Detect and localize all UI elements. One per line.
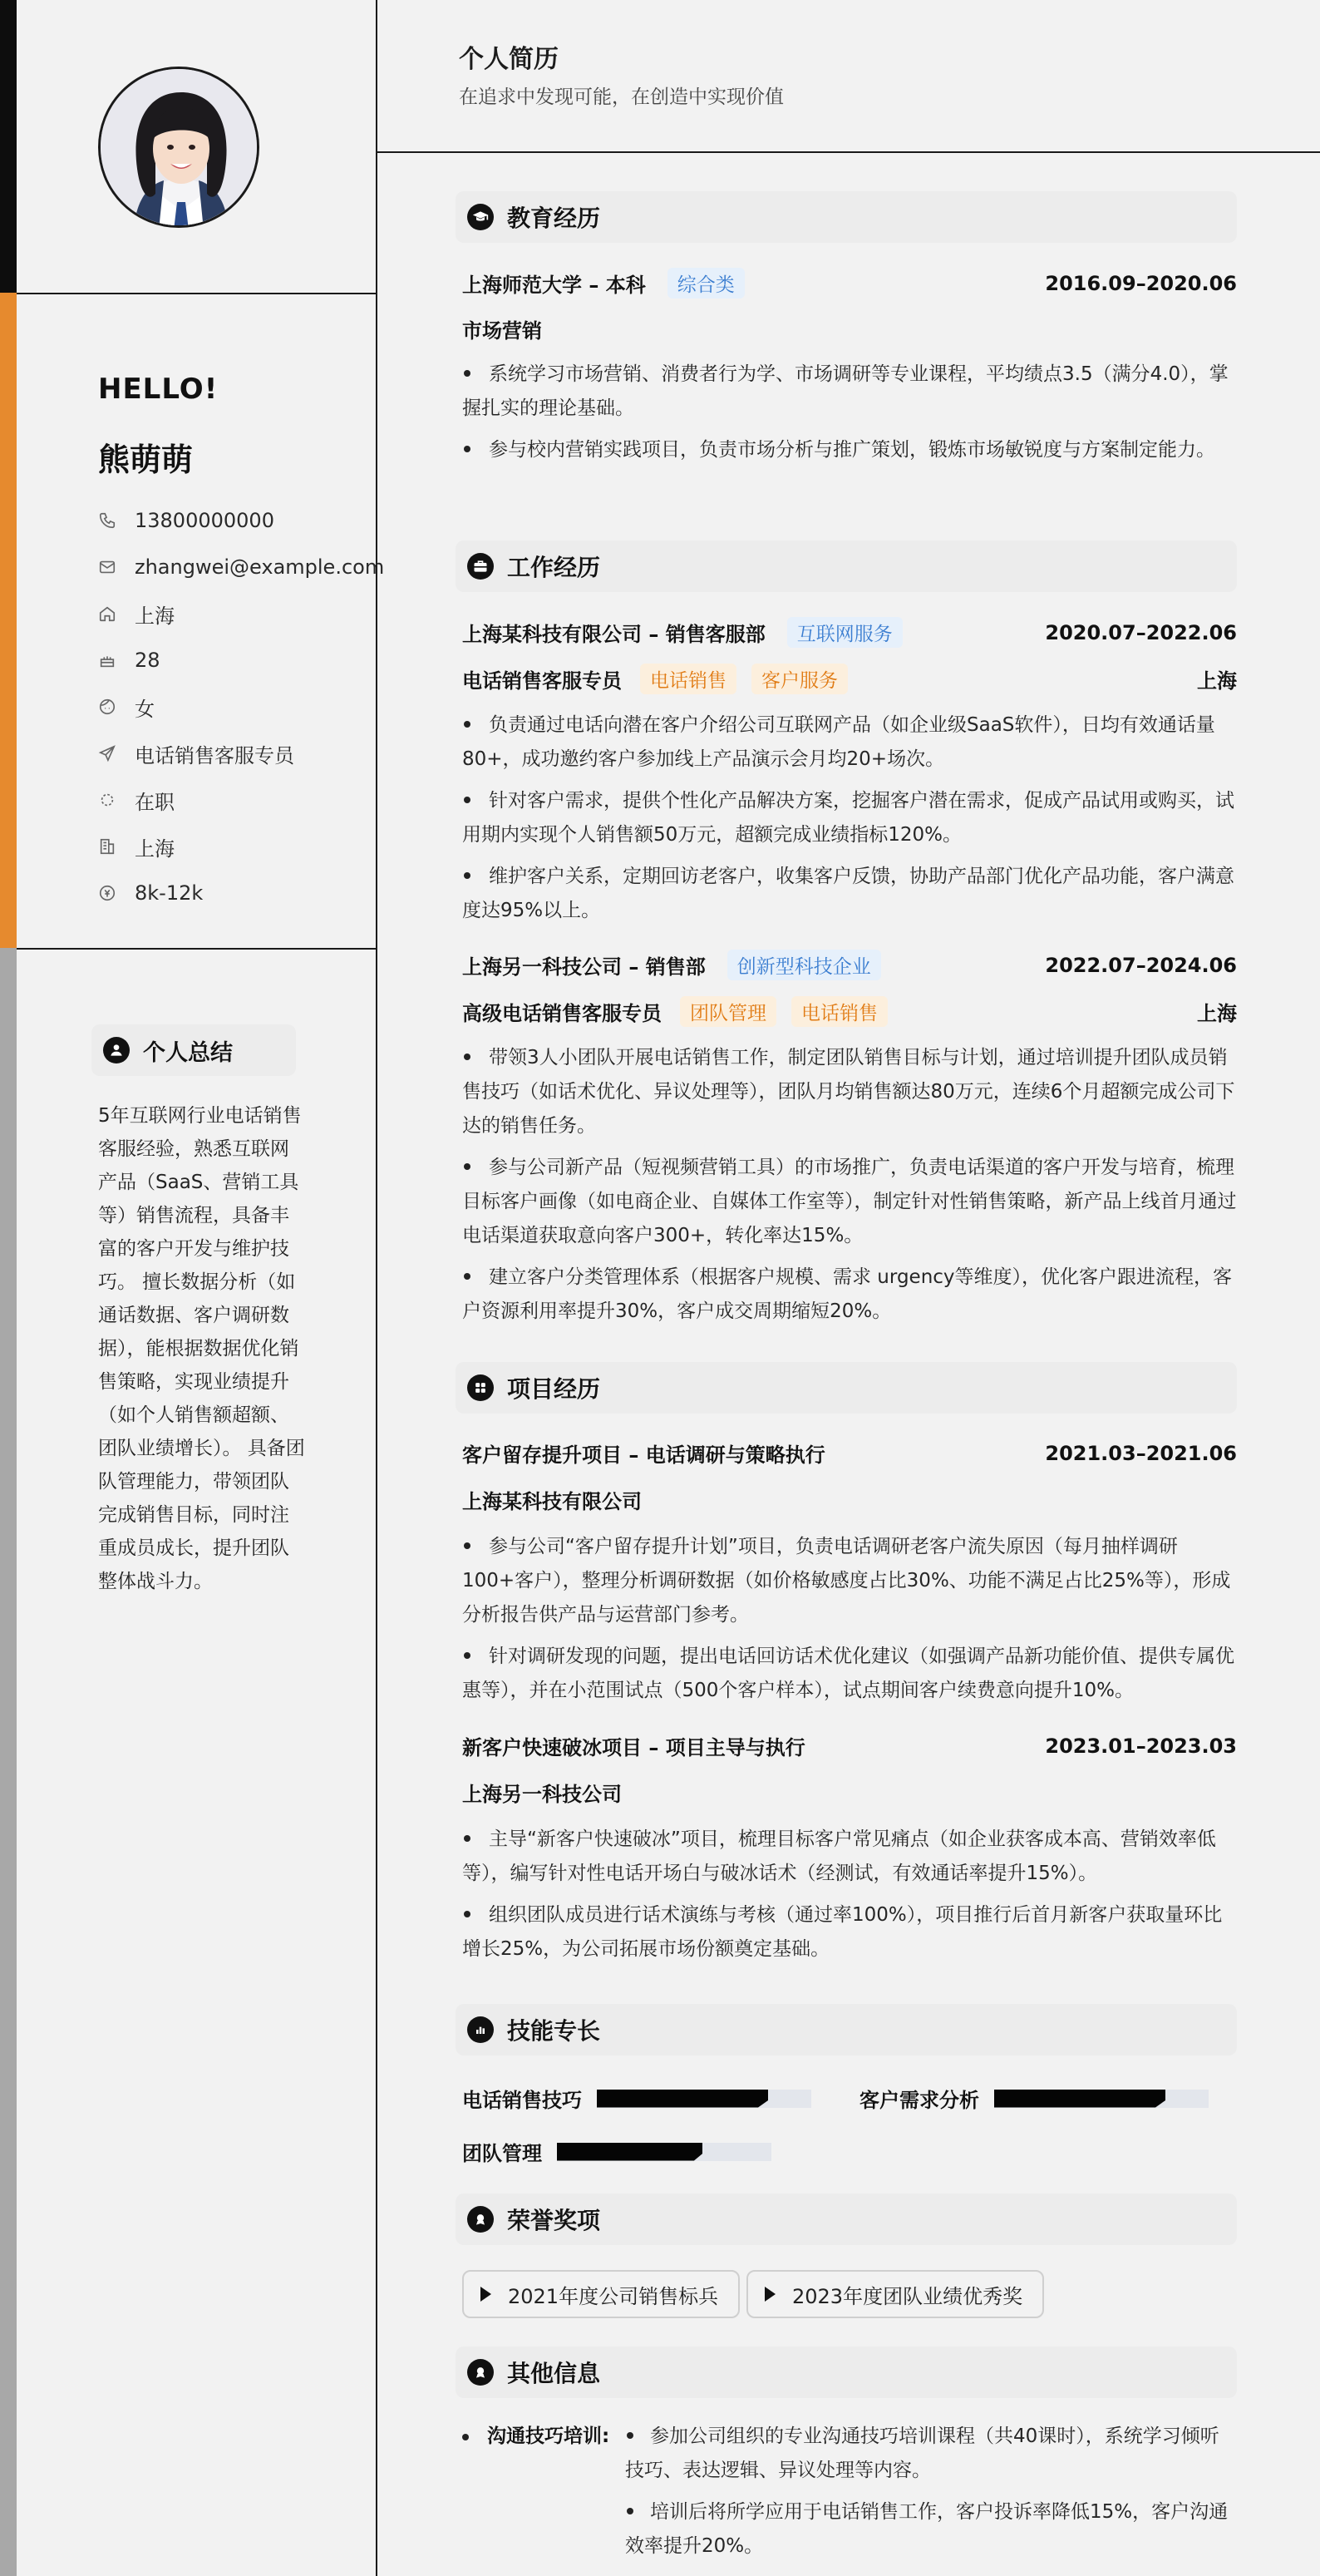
building-icon: [98, 837, 116, 856]
skill-level-fill: [557, 2143, 702, 2161]
award-item: 2023年度团队业绩优秀奖: [746, 2270, 1044, 2318]
phone-icon: [98, 511, 116, 530]
skill-item: [462, 2137, 771, 2166]
accent-strip-black: [0, 0, 17, 293]
hello-heading: HELLO!: [98, 373, 219, 406]
info-location: [98, 590, 384, 637]
job-1-skill-tag: 电话销售: [640, 664, 736, 694]
education-header-row: [462, 268, 1237, 299]
project-1-bullets: [462, 1530, 1237, 1715]
bar-chart-icon: [467, 2016, 494, 2043]
job-2-skill-tag: 团队管理: [680, 996, 776, 1027]
awards-section-title: [456, 2194, 1237, 2245]
job-1-skill-tag: 客户服务: [751, 664, 848, 694]
list-item: 建立客户分类管理体系（根据客户规模、需求 urgency等维度），优化客户跟进流程，客户资源利用率提升30%，客户成交周期缩短20%。: [462, 1266, 1233, 1322]
work-title: 工作经历: [507, 554, 601, 581]
info-phone: [98, 497, 384, 544]
sidebar-divider: [17, 948, 377, 950]
other-bullets: [625, 2420, 1237, 2571]
salary-icon: [98, 884, 116, 902]
skill-level-bar: [557, 2143, 771, 2161]
project-1-company: 上海某科技有限公司: [462, 1490, 642, 1513]
skill-level-bar: [597, 2090, 811, 2108]
education-date: 2016.09–2020.06: [1045, 271, 1237, 295]
profile-name: 熊萌萌: [98, 442, 194, 478]
info-city-value: 上海: [135, 836, 175, 861]
projects-title: 项目经历: [507, 1375, 601, 1403]
avatar-portrait: [101, 69, 259, 228]
contact-info-list: [98, 497, 384, 916]
skill-name: 团队管理: [462, 2142, 542, 2165]
job-1-bullets: [462, 708, 1237, 935]
list-item: 参加公司组织的专业沟通技巧培训课程（共40课时），系统学习倾听技巧、表达逻辑、异议处理等内容。: [625, 2425, 1219, 2481]
home-icon: [98, 605, 116, 623]
info-salary-value: 8k-12k: [135, 881, 204, 905]
project-2-company-row: [462, 1778, 1237, 1807]
projects-section-title: [456, 1362, 1237, 1414]
education-major-row: [462, 314, 1237, 343]
education-title: 教育经历: [507, 205, 601, 232]
work-section-title: [456, 540, 1237, 592]
header-divider: [377, 151, 1320, 153]
info-email-value: zhangwei@example.com: [135, 555, 385, 579]
project-2-bullets: [462, 1823, 1237, 1974]
list-item: 参与公司新产品（短视频营销工具）的市场推广，负责电话渠道的客户开发与培育，梳理目标客户画像（如电商企业、自媒体工作室等），制定针对性销售策略，新产品上线首月通过电话渠道获取意向客户300+，转化率达15%。: [462, 1157, 1237, 1246]
skill-item: [859, 2084, 1209, 2113]
avatar: [98, 67, 259, 228]
job-2-bullets: [462, 1041, 1237, 1336]
cake-icon: [98, 651, 116, 669]
project-1-header: [462, 1439, 1237, 1468]
sidebar-divider: [17, 293, 377, 294]
summary-title: 个人总结: [143, 1039, 233, 1066]
skills-section-title: [456, 2004, 1237, 2055]
job-2-date: 2022.07–2024.06: [1045, 953, 1237, 977]
job-1-role: 电话销售客服专员: [462, 669, 622, 693]
play-icon: [765, 2287, 776, 2302]
info-salary: [98, 870, 384, 916]
list-item: 维护客户关系，定期回访老客户，收集客户反馈，协助产品部门优化产品功能，客户满意度达95%以上。: [462, 866, 1234, 921]
project-2-company: 上海另一科技公司: [462, 1783, 622, 1806]
list-item: 主导“新客户快速破冰”项目，梳理目标客户常见痛点（如企业获客成本高、营销效率低等），编写针对性电话开场白与破冰话术（经测试，有效通话率提升15%）。: [462, 1828, 1216, 1884]
graduation-cap-icon: [467, 204, 494, 230]
summary-text: 5年互联网行业电话销售客服经验，熟悉互联网产品（SaaS、营销工具等）销售流程，具备丰富的客户开发与维护技巧。 擅长数据分析（如通话数据、客户调研数据），能根据数据优化销售策略，实现业绩提升（如个人销售额超额、团队业绩增长）。 具备团队管理能力，带领团队完成销售目标，同时注重成员成长，提升团队整体战斗力。: [98, 1105, 305, 1592]
list-item: 负责通过电话向潜在客户介绍公司互联网产品（如企业级SaaS软件），日均有效通话量80+，成功邀约客户参加线上产品演示会月均20+场次。: [462, 714, 1215, 770]
project-1-company-row: [462, 1485, 1237, 1514]
education-major: 市场营销: [462, 319, 542, 343]
briefcase-icon: [467, 553, 494, 580]
job-1-tag: 互联网服务: [787, 617, 903, 648]
list-item: 针对客户需求，提供个性化产品解决方案，挖掘客户潜在需求，促成产品试用或购买，试用期内实现个人销售额50万元，超额完成业绩指标120%。: [462, 790, 1234, 846]
job-1-city: 上海: [1197, 669, 1237, 693]
list-item: 参与公司“客户留存提升计划”项目，负责电话调研老客户流失原因（每月抽样调研100+客户），整理分析调研数据（如价格敏感度占比30%、功能不满足占比25%等），形成分析报告供产品与运营部门参考。: [462, 1536, 1231, 1626]
info-position: [98, 730, 384, 777]
send-icon: [98, 744, 116, 762]
job-2-skill-tag: 电话销售: [791, 996, 888, 1027]
project-2-name: 新客户快速破冰项目 – 项目主导与执行: [462, 1736, 805, 1759]
award-icon: [467, 2206, 494, 2233]
list-item: 参与校内营销实践项目，负责市场分析与推广策划，锻炼市场敏锐度与方案制定能力。: [462, 433, 1237, 467]
skill-level-fill: [994, 2090, 1165, 2108]
other-title: 其他信息: [507, 2360, 601, 2387]
list-item: 带领3人小团队开展电话销售工作，制定团队销售目标与计划，通过培训提升团队成员销售技巧（如话术优化、异议处理等），团队月均销售额达80万元，连续6个月超额完成公司下达的销售任务。: [462, 1047, 1235, 1137]
info-age-value: 28: [135, 649, 160, 672]
job-1-header: [462, 617, 1237, 648]
page-title: 个人简历: [459, 45, 559, 74]
education-bullets: [462, 358, 1237, 475]
job-2-header: [462, 950, 1237, 980]
accent-strip-orange: [0, 293, 17, 948]
project-1-date: 2021.03–2021.06: [1045, 1441, 1237, 1465]
job-1-role-row: [462, 664, 1237, 694]
other-key: 沟通技巧培训:: [462, 2420, 609, 2454]
project-2-date: 2023.01–2023.03: [1045, 1734, 1237, 1758]
mail-icon: [98, 558, 116, 576]
skill-name: 客户需求分析: [859, 2089, 979, 2112]
awards-title: 荣誉奖项: [507, 2207, 601, 2234]
grid-icon: [467, 1374, 494, 1401]
info-status: [98, 777, 384, 823]
award-item: 2021年度公司销售标兵: [462, 2270, 740, 2318]
education-tag: 综合类: [667, 268, 745, 299]
sidebar: [0, 0, 385, 2576]
skill-level-bar: [994, 2090, 1209, 2108]
skill-level-fill: [597, 2090, 768, 2108]
status-icon: [98, 791, 116, 809]
skills-title: 技能专长: [507, 2017, 601, 2045]
info-position-value: 电话销售客服专员: [135, 743, 294, 767]
other-section-title: [456, 2347, 1237, 2398]
education-school: 上海师范大学 – 本科: [462, 274, 646, 297]
job-2-tag: 创新型科技企业: [727, 950, 881, 980]
job-2-role-row: [462, 996, 1237, 1027]
job-1-date: 2020.07–2022.06: [1045, 620, 1237, 644]
job-1-company: 上海某科技有限公司 – 销售客服部: [462, 623, 766, 646]
summary-section-title: [91, 1024, 296, 1076]
info-location-value: 上海: [135, 604, 175, 628]
education-section-title: [456, 191, 1237, 243]
info-phone-value: 13800000000: [135, 509, 274, 532]
job-2-role: 高级电话销售客服专员: [462, 1002, 662, 1025]
project-2-header: [462, 1731, 1237, 1760]
info-email: [98, 544, 384, 590]
gender-icon: [98, 698, 116, 716]
list-item: 组织团队成员进行话术演练与考核（通过率100%），项目推行后首月新客户获取量环比增长25%，为公司拓展市场份额奠定基础。: [462, 1904, 1223, 1960]
list-item: 培训后将所学应用于电话销售工作，客户投诉率降低15%，客户沟通效率提升20%。: [625, 2501, 1229, 2557]
user-icon: [103, 1037, 130, 1063]
list-item: 针对调研发现的问题，提出电话回访话术优化建议（如强调产品新功能价值、提供专属优惠等），并在小范围试点（500个客户样本），试点期间客户续费意向提升10%。: [462, 1646, 1234, 1701]
info-badge-icon: [467, 2359, 494, 2386]
info-status-value: 在职: [135, 790, 175, 814]
info-gender-value: 女: [135, 697, 155, 721]
project-1-name: 客户留存提升项目 – 电话调研与策略执行: [462, 1443, 825, 1467]
job-2-company: 上海另一科技公司 – 销售部: [462, 955, 706, 979]
info-city: [98, 823, 384, 870]
job-2-city: 上海: [1197, 1002, 1237, 1025]
skill-name: 电话销售技巧: [462, 2089, 582, 2112]
skill-item: [462, 2084, 811, 2113]
info-age: [98, 637, 384, 683]
accent-strip-gray: [0, 948, 17, 2576]
play-icon: [480, 2287, 491, 2302]
list-item: 系统学习市场营销、消费者行为学、市场调研等专业课程，平均绩点3.5（满分4.0），掌握扎实的理论基础。: [462, 363, 1229, 419]
page-subtitle: 在追求中发现可能，在创造中实现价值: [459, 86, 784, 108]
info-gender: [98, 683, 384, 730]
